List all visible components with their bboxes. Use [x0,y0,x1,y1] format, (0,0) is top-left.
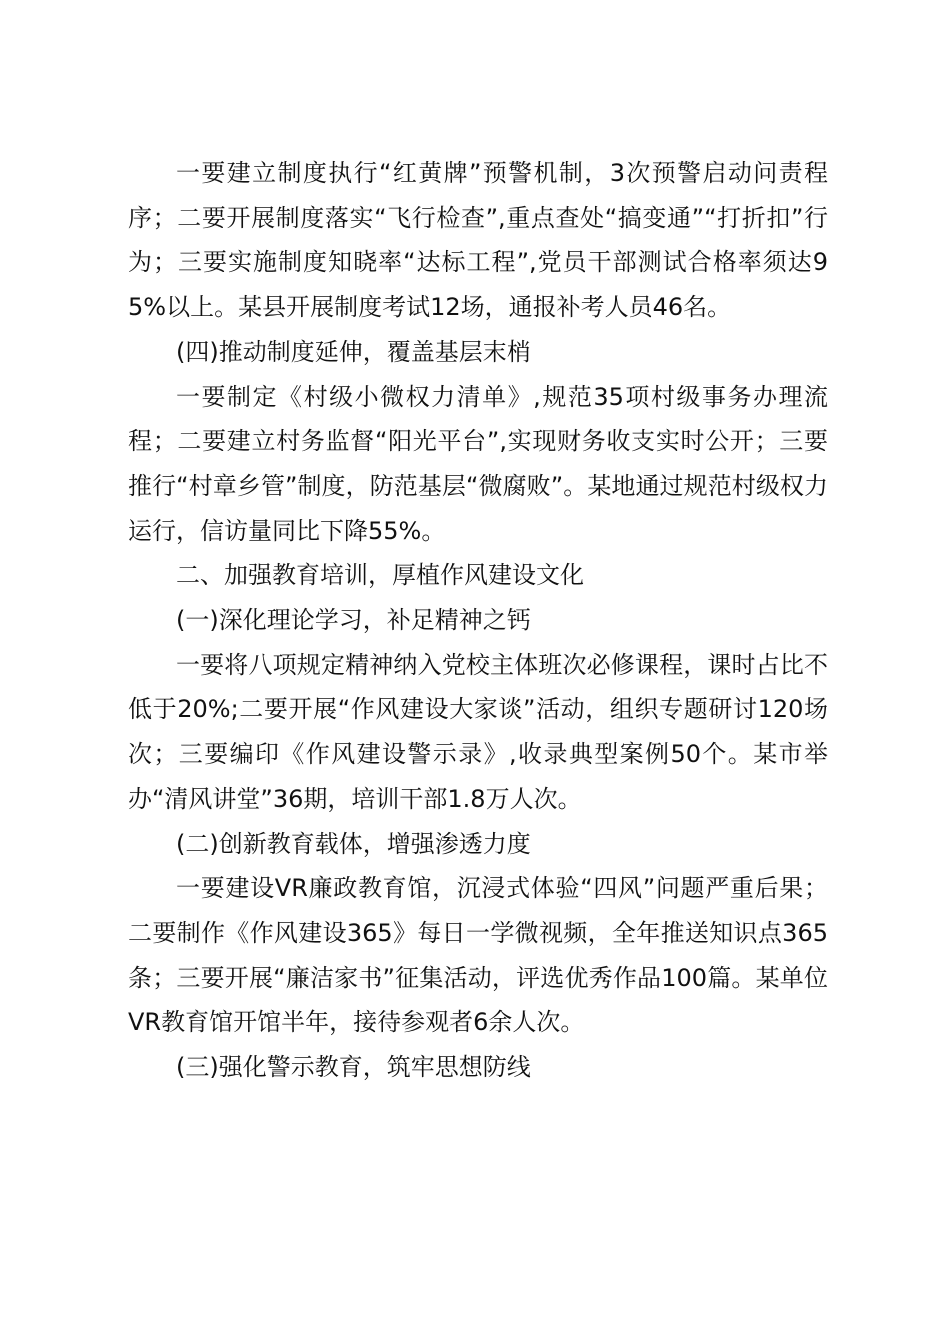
heading-subsection-3: (三)强化警示教育，筑牢思想防线 [176,1053,531,1082]
document-body [128,151,828,1090]
paragraph-education-carrier: 一要建设VR廉政教育馆，沉浸式体验“四风”问题严重后果；二要制作《作风建设365》每日一学微视频，全年推送知识点365条；三要开展“廉洁家书”征集活动，评选优秀作品100篇。某单位VR教育馆开馆半年，接待参观者6余人次。 [128,874,828,1037]
paragraph-system-enforcement: 一要建立制度执行“红黄牌”预警机制，3次预警启动问责程序；二要开展制度落实“飞行检查”,重点查处“搞变通”“打折扣”行为；三要实施制度知晓率“达标工程”,党员干部测试合格率须达95%以上。某县开展制度考试12场，通报补考人员46名。 [128,159,828,322]
paragraph-theory-study: 一要将八项规定精神纳入党校主体班次必修课程，课时占比不低于20%;二要开展“作风建设大家谈”活动，组织专题研讨120场次；三要编印《作风建设警示录》,收录典型案例50个。某市举办“清风讲堂”36期，培训干部1.8万人次。 [128,650,828,813]
heading-subsection-1: (一)深化理论学习，补足精神之钙 [176,606,531,635]
heading-part-2: 二、加强教育培训，厚植作风建设文化 [176,561,584,590]
heading-subsection-2: (二)创新教育载体，增强渗透力度 [176,829,531,858]
heading-section-4: (四)推动制度延伸，覆盖基层末梢 [176,337,531,366]
paragraph-village-power: 一要制定《村级小微权力清单》,规范35项村级事务办理流程；二要建立村务监督“阳光平台”,实现财务收支实时公开；三要推行“村章乡管”制度，防范基层“微腐败”。某地通过规范村级权力运行，信访量同比下降55%。 [128,382,828,545]
